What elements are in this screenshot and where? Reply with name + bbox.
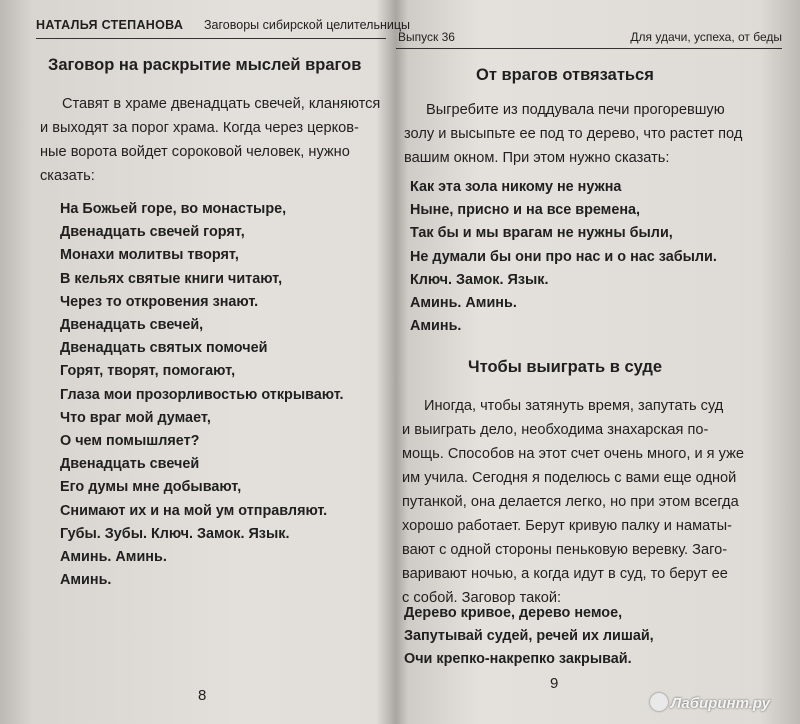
verse-line: Двенадцать свечей, <box>60 317 204 334</box>
body-line: им учила. Сегодня я поделюсь с вами еще одной <box>402 470 737 486</box>
watermark-text: Лабиринт.ру <box>670 695 770 712</box>
body-line: вают с одной стороны пеньковую веревку. Заго- <box>402 542 728 558</box>
verse-line: Очи крепко-накрепко закрывай. <box>404 651 632 668</box>
section1-verse <box>410 176 717 338</box>
body-line: Иногда, чтобы затянуть время, запутать суд <box>424 398 724 414</box>
verse-line: Монахи молитвы творят, <box>60 247 239 264</box>
verse-line: Двенадцать свечей горят, <box>60 224 245 241</box>
right-page <box>396 0 800 724</box>
verse-line: Аминь. Аминь. <box>60 549 167 566</box>
intro-line: ные ворота войдет сороковой человек, нужно <box>40 144 350 160</box>
section1-intro <box>404 98 782 170</box>
right-title-1: От врагов отвязаться <box>476 66 654 84</box>
intro-line: золу и высыпьте ее под то дерево, что растет под <box>404 126 743 142</box>
labirint-logo-icon <box>650 693 668 711</box>
body-line: варивают ночью, а когда идут в суд, то берут ее <box>402 566 728 582</box>
verse-line: Глаза мои прозорливостью открывают. <box>60 386 344 403</box>
verse-line: Так бы и мы врагам не нужны были, <box>410 225 673 242</box>
verse-line: Губы. Зубы. Ключ. Замок. Язык. <box>60 525 290 542</box>
verse-line: В кельях святые книги читают, <box>60 270 283 287</box>
verse-line: Двенадцать свечей <box>60 456 200 473</box>
intro-line: вашим окном. При этом нужно сказать: <box>404 150 670 166</box>
body-line: хорошо работает. Берут кривую палку и наматы- <box>402 518 732 534</box>
right-title-2: Чтобы выиграть в суде <box>468 358 663 376</box>
verse-line: Что враг мой думает, <box>60 409 211 426</box>
section2-verse <box>404 602 654 672</box>
verse-line: Снимают их и на мой ум отправляют. <box>60 502 328 519</box>
body-line: мощь. Способов на этот счет очень много, и я уже <box>402 446 744 462</box>
intro-line: Ставят в храме двенадцать свечей, кланяются <box>62 96 381 112</box>
verse-line: Горят, творят, помогают, <box>60 363 236 380</box>
verse-line: Аминь. <box>60 572 112 589</box>
left-running-header <box>36 18 410 39</box>
verse-line: Не думали бы они про нас и о нас забыли. <box>410 248 717 265</box>
left-intro <box>40 92 388 188</box>
verse-line: Запутывай судей, речей их лишай, <box>404 628 654 645</box>
left-page-number: 8 <box>198 687 207 704</box>
intro-line: сказать: <box>40 168 95 184</box>
watermark-logo <box>650 693 770 712</box>
verse-line: Через то откровения знают. <box>60 293 259 310</box>
verse-line: Ныне, присно и на все времена, <box>410 202 641 219</box>
verse-line: На Божьей горе, во монастыре, <box>60 201 287 217</box>
body-line: и выиграть дело, необходима знахарская по- <box>402 422 709 438</box>
header-series: Заговоры сибирской целительницы <box>204 18 410 32</box>
section2-body <box>402 394 780 610</box>
header-author: НАТАЛЬЯ СТЕПАНОВА <box>36 18 184 32</box>
body-line: путанкой, она делается легко, но при этом всегда <box>402 494 739 510</box>
verse-line: Аминь. <box>410 318 462 335</box>
header-section: Для удачи, успеха, от беды <box>630 30 782 44</box>
verse-line: О чем помышляет? <box>60 433 200 450</box>
verse-line: Дерево кривое, дерево немое, <box>404 605 623 621</box>
intro-line: Выгребите из поддувала печи прогоревшую <box>426 102 725 118</box>
body-line: с собой. Заговор такой: <box>402 590 562 606</box>
verse-line: Ключ. Замок. Язык. <box>410 271 549 288</box>
left-verse <box>60 198 343 592</box>
verse-line: Его думы мне добывают, <box>60 479 242 496</box>
verse-line: Как эта зола никому не нужна <box>410 179 622 195</box>
intro-line: и выходят за порог храма. Когда через церков- <box>40 120 359 136</box>
right-page-number: 9 <box>550 675 559 692</box>
left-title: Заговор на раскрытие мыслей врагов <box>48 56 362 74</box>
verse-line: Аминь. Аминь. <box>410 295 517 312</box>
header-issue: Выпуск 36 <box>398 30 455 44</box>
right-running-header <box>396 30 782 49</box>
verse-line: Двенадцать святых помочей <box>60 340 268 357</box>
